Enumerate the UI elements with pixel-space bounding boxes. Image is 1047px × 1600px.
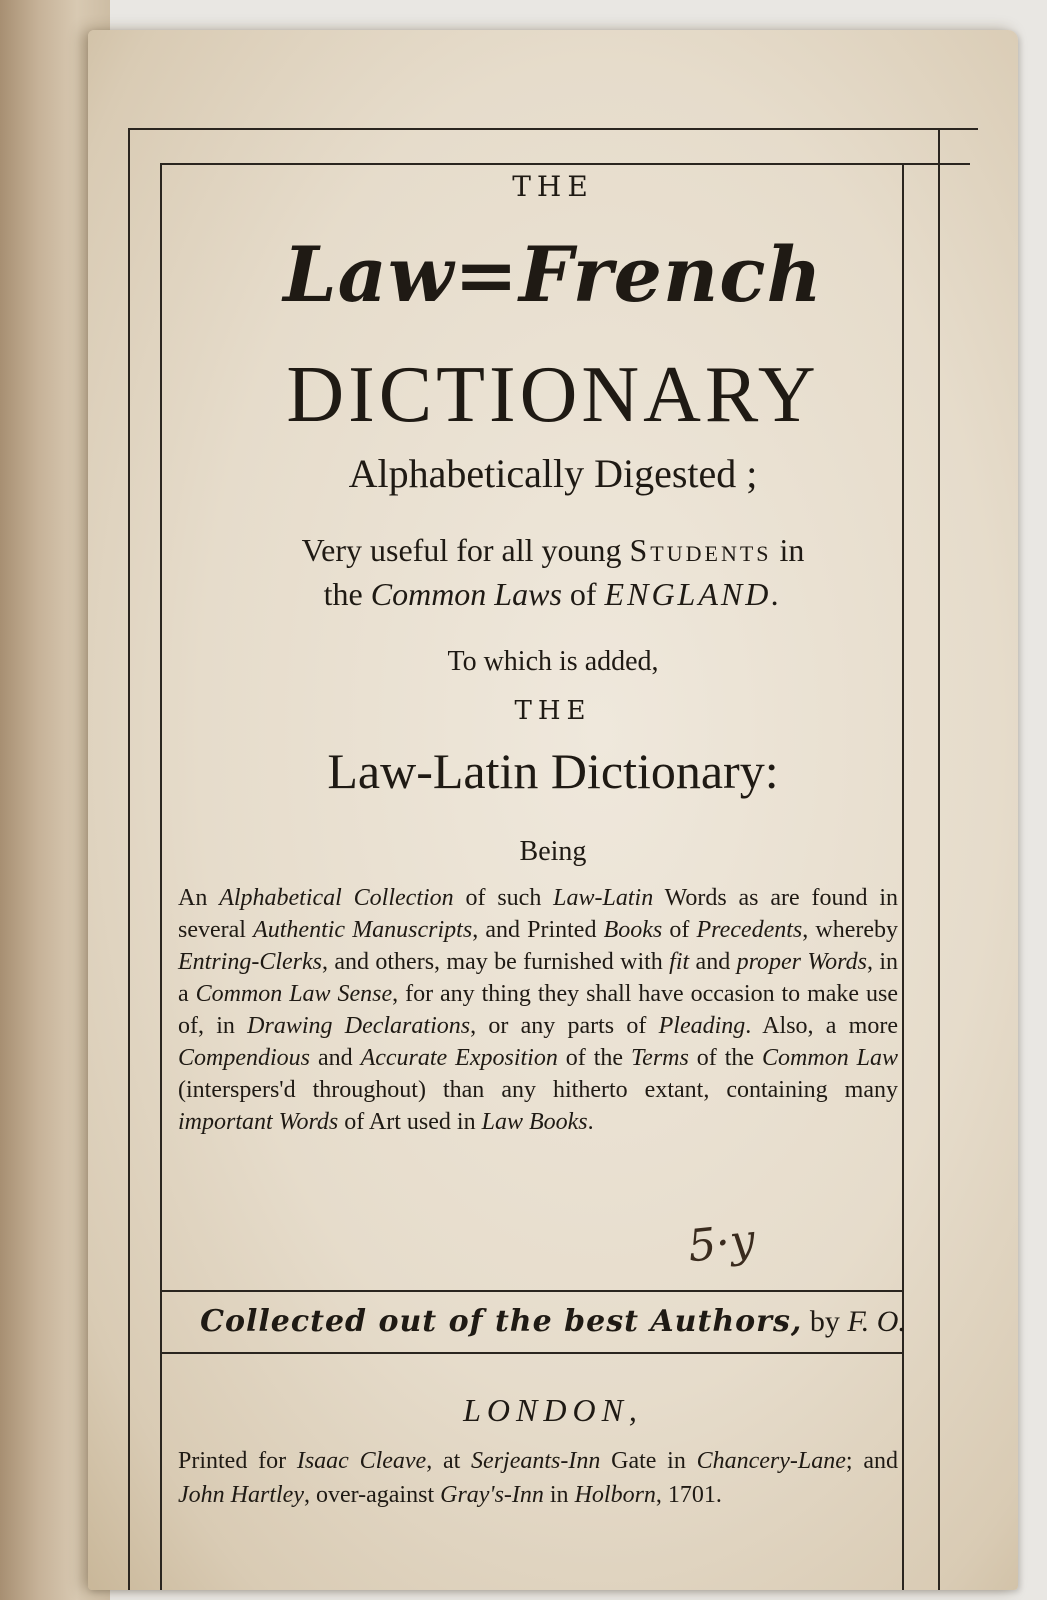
- title-page: [88, 30, 1018, 1590]
- text-run: Common Law Sense: [195, 981, 393, 1007]
- text-run: Terms: [631, 1045, 689, 1071]
- text-collected: [88, 1304, 1018, 1339]
- subtitle-students: [88, 532, 1018, 569]
- rule-above-collected: [160, 1290, 904, 1292]
- text-run: Gate in: [600, 1448, 697, 1474]
- text-run: An: [178, 885, 220, 911]
- text-run: Serjeants-Inn: [471, 1448, 601, 1474]
- text-run: of the: [688, 1045, 763, 1071]
- text-to-which-added: To which is added,: [447, 646, 659, 677]
- text-run: Pleading: [658, 1013, 746, 1039]
- border-top-outer: [128, 128, 978, 130]
- imprint-paragraph: [178, 1444, 898, 1512]
- text-span: Students: [629, 532, 772, 568]
- subtitle-alphabetically: Alphabetically Digested ;: [348, 451, 758, 496]
- text-being: Being: [519, 836, 587, 867]
- text-run: of Art used in: [338, 1109, 482, 1135]
- text-run: Chancery-Lane: [696, 1448, 846, 1474]
- text-run: Precedents: [696, 917, 803, 943]
- text-run: , whereby: [802, 917, 898, 943]
- text-run: , at: [426, 1448, 472, 1474]
- text-run: (interspers'd throughout) than any hitherto extant, containing many: [178, 1077, 898, 1103]
- text-run: Compendious: [178, 1045, 310, 1071]
- text-run: Drawing Declarations: [247, 1013, 471, 1039]
- text-run: Alphabetical Collection: [219, 885, 454, 911]
- text-run: of: [662, 917, 697, 943]
- text-span: of: [561, 576, 605, 612]
- text-span: by: [802, 1305, 848, 1338]
- text-run: Authentic Manuscripts: [253, 917, 473, 943]
- text-run: Entring-Clerks: [178, 949, 322, 975]
- text-run: important Words: [178, 1109, 339, 1135]
- text-run: , for any thing they shall have occasion to make use of, in: [178, 981, 899, 1039]
- text-run: in: [543, 1482, 575, 1508]
- text-run: Printed for: [178, 1448, 297, 1474]
- text-span: Collected out of the best Authors,: [200, 1304, 803, 1339]
- text-run: of the: [557, 1045, 632, 1071]
- text-span: F. O.: [847, 1305, 906, 1338]
- text-run: and: [689, 949, 737, 975]
- text-run: .: [587, 1109, 594, 1135]
- text-run: , over-against: [303, 1482, 441, 1508]
- text-run: Books: [603, 917, 663, 943]
- description-paragraph: [178, 882, 898, 1138]
- heading-law-french: Law=French: [283, 230, 823, 319]
- heading-the-2: THE: [514, 696, 592, 726]
- text-run: , and Printed: [472, 917, 604, 943]
- text-run: and: [310, 1045, 361, 1071]
- text-span: ENGLAND.: [604, 576, 783, 612]
- text-run: Holborn: [574, 1482, 656, 1508]
- handwritten-note: 5·y: [685, 1214, 758, 1273]
- text-run: Law-Latin: [553, 885, 654, 911]
- border-top-inner: [160, 163, 970, 165]
- text-run: , 1701.: [655, 1482, 722, 1508]
- text-run: of such: [453, 885, 554, 911]
- text-run: . Also, a more: [745, 1013, 898, 1039]
- text-run: proper Words: [736, 949, 867, 975]
- text-run: Gray's-Inn: [440, 1482, 544, 1508]
- text-run: fit: [669, 949, 690, 975]
- heading-the: THE: [512, 170, 594, 203]
- text-span: Common Laws: [370, 576, 562, 612]
- text-run: Accurate Exposition: [360, 1045, 558, 1071]
- text-run: Words as are found in several: [178, 885, 898, 943]
- text-run: Law Books: [481, 1109, 588, 1135]
- text-run: Common Law: [762, 1045, 899, 1071]
- text-london: LONDON,: [463, 1392, 643, 1428]
- text-span: in: [771, 532, 805, 568]
- text-run: , in a: [178, 949, 898, 1007]
- text-run: John Hartley: [178, 1482, 304, 1508]
- text-run: ; and: [845, 1448, 898, 1474]
- text-run: , or any parts of: [470, 1013, 659, 1039]
- subtitle-common-laws: [88, 576, 1018, 613]
- rule-below-collected: [160, 1352, 904, 1354]
- heading-dictionary: DICTIONARY: [286, 351, 820, 439]
- text-run: , and others, may be furnished with: [322, 949, 670, 975]
- text-span: the: [323, 576, 371, 612]
- heading-law-latin: Law-Latin Dictionary:: [327, 743, 779, 799]
- text-span: Very useful for all young: [301, 532, 630, 568]
- text-run: Isaac Cleave: [296, 1448, 427, 1474]
